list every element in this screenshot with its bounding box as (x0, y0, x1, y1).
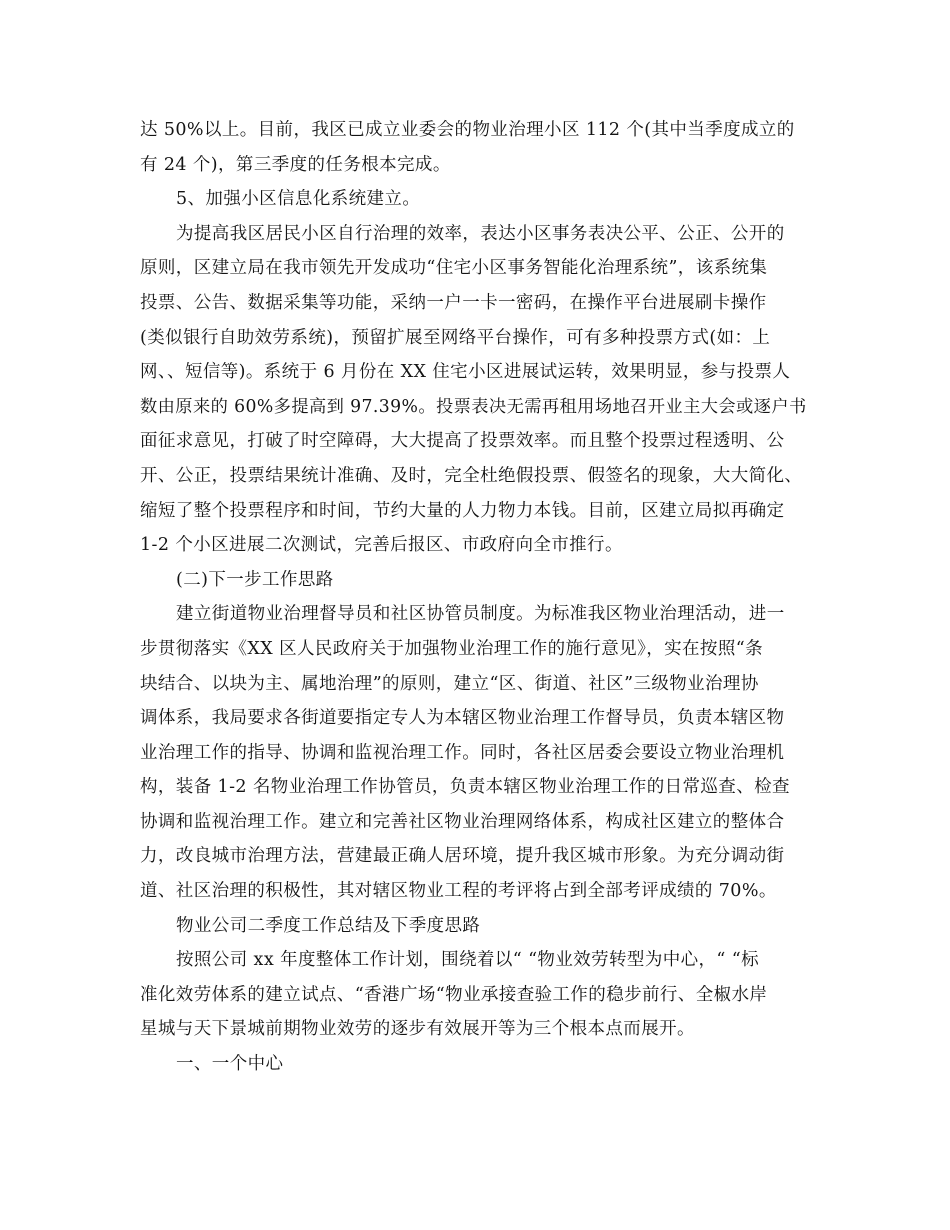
text-line: 准化效劳体系的建立试点、“香港广场“物业承接查验工作的稳步前行、全椒水岸 (140, 984, 768, 1005)
text-line: 力，改良城市治理方法，营建最正确人居环境，提升我区城市形象。为充分调动街 (140, 846, 785, 867)
text-line: 有 24 个)，第三季度的任务根本完成。 (140, 154, 451, 175)
text-line: 建立街道物业治理督导员和社区协管员制度。为标准我区物业治理活动，进一 (176, 604, 785, 625)
text-line: 数由原来的 60%多提高到 97.39%。投票表决无需再租用场地召开业主大会或逐户书 (140, 396, 807, 417)
text-line: 1-2 个小区进展二次测试，完善后报区、市政府向全市推行。 (140, 535, 623, 556)
text-line: 调体系，我局要求各街道要指定专人为本辖区物业治理工作督导员，负责本辖区物 (140, 708, 785, 729)
text-line: 步贯彻落实《XX 区人民政府关于加强物业治理工作的施行意见》，实在按照“条 (140, 638, 763, 659)
document-body (140, 113, 812, 1082)
text-line: 投票、公告、数据采集等功能，采纳一户一卡一密码，在操作平台进展刷卡操作 (140, 292, 767, 313)
section-title-quarterly-summary (140, 909, 812, 944)
text-line: 网、、短信等)。系统于 6 月份在 XX 住宅小区进展试运转，效果明显，参与投票人 (140, 362, 791, 383)
paragraph-continuation (140, 113, 812, 182)
text-line: 业治理工作的指导、协调和监视治理工作。同时，各社区居委会要设立物业治理机 (140, 742, 785, 763)
text-line: 达 50%以上。目前，我区已成立业委会的物业治理小区 112 个(其中当季度成立的 (140, 120, 795, 140)
text-line: 物业公司二季度工作总结及下季度思路 (176, 915, 481, 936)
text-line: 原则，区建立局在我市领先开发成功“住宅小区事务智能化治理系统”，该系统集 (140, 258, 768, 279)
text-line: 道、社区治理的积极性，其对辖区物业工程的考评将占到全部考评成绩的 70%。 (140, 881, 777, 902)
paragraph-next-steps (140, 597, 812, 908)
paragraph-info-system (140, 217, 812, 563)
text-line: 开、公正，投票结果统计准确、及时，完全杜绝假投票、假签名的现象，大大简化、 (140, 465, 803, 486)
section-heading-one-center (140, 1047, 812, 1082)
paragraph-annual-plan (140, 943, 812, 1047)
section-heading-next-steps (140, 563, 812, 598)
text-line: 为提高我区居民小区自行治理的效率，表达小区事务表决公平、公正、公开的 (176, 223, 785, 244)
text-line: 按照公司 xx 年度整体工作计划，围绕着以“ “物业效劳转型为中心，“ “标 (176, 950, 759, 971)
section-heading-5 (140, 182, 812, 217)
text-line: 构，装备 1-2 名物业治理工作协管员，负责本辖区物业治理工作的日常巡查、检查 (140, 777, 790, 798)
text-line: 协调和监视治理工作。建立和完善社区物业治理网络体系，构成社区建立的整体合 (140, 811, 785, 832)
text-line: 块结合、以块为主、属地治理”的原则，建立“区、街道、社区”三级物业治理协 (140, 673, 759, 694)
text-line: 星城与天下景城前期物业效劳的逐步有效展开等为三个根本点而展开。 (140, 1019, 695, 1040)
text-line: (二)下一步工作思路 (176, 569, 334, 590)
text-line: 面征求意见，打破了时空障碍，大大提高了投票效率。而且整个投票过程透明、公 (140, 431, 785, 452)
text-line: 一、一个中心 (176, 1054, 284, 1075)
text-line: 缩短了整个投票程序和时间，节约大量的人力物力本钱。目前，区建立局拟再确定 (140, 500, 785, 521)
text-line: 5、加强小区信息化系统建立。 (176, 189, 421, 210)
text-line: (类似银行自助效劳系统)，预留扩展至网络平台操作，可有多种投票方式(如：上 (140, 327, 771, 348)
